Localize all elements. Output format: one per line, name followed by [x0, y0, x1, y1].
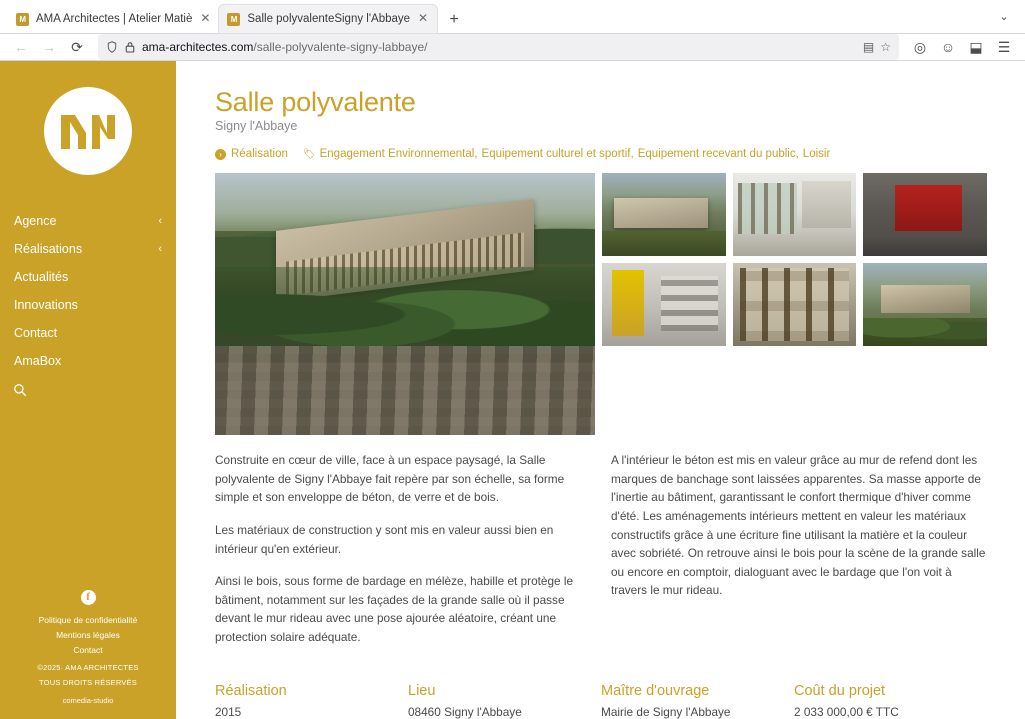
sidebar-item-actualites[interactable]	[0, 263, 176, 291]
fact-label: Coût du projet	[794, 682, 886, 699]
sidebar-item-contact[interactable]	[0, 319, 176, 347]
paragraph: Construite en cœur de ville, face à un espace paysagé, la Salle polyvalente de Signy l'Abbaye fait repère par son échelle, sa forme simple et son enveloppe de béton, de verre et de bois.	[215, 453, 565, 505]
tab-favicon: M	[16, 13, 29, 26]
footer-link-contact[interactable]: Contact	[73, 645, 103, 656]
page-subtitle: Signy l'Abbaye	[215, 119, 298, 133]
sidebar-item-label: Actualités	[14, 270, 69, 284]
sidebar-item-realisations[interactable]	[0, 235, 176, 263]
fact-label: Maître d'ouvrage	[601, 682, 710, 699]
hero-photo	[215, 173, 595, 435]
tab-salle-polyvalente[interactable]	[219, 5, 437, 33]
chevron-down-icon[interactable]: ⌄	[999, 10, 1009, 23]
address-bar-actions	[863, 40, 891, 54]
tab-ama-architectes[interactable]	[8, 5, 219, 33]
tab-title: Salle polyvalenteSigny l'Abbaye	[247, 13, 411, 25]
screenshot-icon[interactable]: ◎	[913, 38, 927, 55]
address-bar[interactable]	[98, 34, 899, 60]
footer-studio-credit[interactable]: comedia-studio	[62, 696, 114, 705]
url-text	[142, 40, 427, 54]
gallery-thumb-6[interactable]	[863, 263, 987, 346]
reload-button[interactable]: ⟳	[71, 38, 83, 55]
back-button[interactable]: ←	[14, 39, 28, 55]
fact-maitre-douvrage	[601, 683, 794, 719]
project-facts	[215, 683, 987, 719]
page-viewport	[0, 61, 1025, 719]
fact-realisation	[215, 683, 408, 719]
gallery-hero-image[interactable]	[215, 173, 595, 435]
thumb-photo	[602, 173, 726, 256]
sidebar-item-label: Contact	[14, 326, 58, 340]
fact-value: 2 033 000,00 € TTC	[794, 704, 899, 719]
tag-icon: 🏷	[302, 148, 316, 160]
fact-label: Lieu	[408, 682, 436, 699]
url-path: /salle-polyvalente-signy-labbaye/	[253, 40, 428, 54]
reader-mode-icon[interactable]: ▤	[862, 40, 875, 54]
footer-copyright-line-1: ©2025· AMA ARCHITECTES	[37, 662, 139, 672]
new-tab-button[interactable]: +	[449, 11, 459, 28]
bookmark-star-icon[interactable]: ☆	[880, 40, 891, 54]
site-sidebar	[0, 61, 176, 719]
fact-value: Mairie de Signy l'Abbaye	[601, 704, 731, 719]
footer-link-legal[interactable]: Mentions légales	[56, 630, 120, 641]
sidebar-item-label: AmaBox	[14, 354, 62, 368]
sidebar-item-label: Agence	[14, 214, 57, 228]
toolbar-actions	[907, 34, 1017, 60]
extensions-icon[interactable]: ⬓	[969, 38, 983, 55]
project-meta	[215, 148, 987, 160]
tab-strip-actions	[991, 3, 1017, 33]
description-column-right	[611, 451, 987, 661]
meta-separator: ,	[474, 148, 478, 160]
description-columns	[215, 451, 987, 661]
facebook-icon[interactable]: f	[81, 590, 96, 605]
account-icon[interactable]: ☺	[940, 39, 956, 55]
thumb-photo	[733, 263, 857, 346]
logo-container[interactable]	[0, 61, 176, 201]
fact-lieu	[408, 683, 601, 719]
fact-value: 2015	[215, 704, 242, 719]
close-icon[interactable]: ✕	[418, 11, 429, 25]
meta-separator: ,	[795, 148, 799, 160]
fact-value: 08460 Signy l'Abbaye	[408, 704, 522, 719]
tab-favicon: M	[227, 13, 240, 26]
navigation-toolbar	[0, 34, 1025, 61]
menu-icon[interactable]: ☰	[997, 38, 1011, 55]
chevron-left-icon: ‹	[158, 215, 162, 227]
gallery-thumb-1[interactable]	[602, 173, 726, 256]
paragraph: Les matériaux de construction y sont mis en valeur aussi bien en intérieur qu'en extérieur.	[215, 522, 554, 556]
url-host: ama-architectes.com	[142, 40, 254, 54]
sidebar-item-amabox[interactable]	[0, 347, 176, 375]
ama-logo-icon[interactable]	[44, 87, 132, 175]
footer-link-privacy[interactable]: Politique de confidentialité	[38, 614, 138, 625]
sidebar-nav	[0, 207, 176, 407]
lock-icon	[125, 41, 135, 53]
tab-strip	[0, 0, 1025, 34]
paragraph: Ainsi le bois, sous forme de bardage en mélèze, habille et protège le bâtiment, notamment sur les façades de la grande salle où il passe devant le mur rideau avec une pose ajourée aléatoire, créant une protection solaire adéquate.	[215, 574, 574, 644]
sidebar-item-label: Réalisations	[14, 242, 83, 256]
project-gallery	[215, 173, 987, 435]
chevron-left-icon: ‹	[158, 243, 162, 255]
sidebar-item-agence[interactable]	[0, 207, 176, 235]
tab-title: AMA Architectes | Atelier Matiè	[36, 13, 193, 25]
thumb-photo	[733, 173, 857, 256]
thumb-photo	[863, 173, 987, 256]
meta-separator: ,	[630, 148, 634, 160]
forward-button[interactable]: →	[42, 39, 56, 55]
fact-cout-du-projet	[794, 683, 987, 719]
gallery-thumb-3[interactable]	[863, 173, 987, 256]
paragraph: A l'intérieur le béton est mis en valeur grâce au mur de refend dont les marques de banchage sont laissées apparentes. Sa masse apporte de l'inertie au bâtiment, garantissant le confort thermique d'hiver comme d'été. Les aménagements intérieurs mettent en valeur les matériaux constructifs grâce à une écriture fine utilisant la matière et la couleur avec sobriété. On retrouve ainsi le bois pour la scène de la grande salle ou encore en comptoir, dialoguant avec le bardage que l'on voit à travers le mur rideau.	[611, 453, 986, 598]
thumb-photo	[863, 263, 987, 346]
search-icon[interactable]	[0, 375, 176, 407]
meta-tag-engagement-environnemental[interactable]: Engagement Environnemental	[319, 148, 475, 160]
meta-tag-equipement-recevant-public[interactable]: Equipement recevant du public	[637, 148, 796, 160]
fact-label: Réalisation	[215, 682, 287, 699]
footer-copyright-line-2: TOUS DROITS RÉSERVÉS	[39, 677, 137, 687]
gallery-thumbnails	[602, 173, 987, 435]
shield-icon[interactable]	[106, 41, 118, 53]
sidebar-footer	[0, 590, 176, 719]
gallery-thumb-5[interactable]	[733, 263, 857, 346]
photo-stone-wall	[215, 346, 595, 435]
sidebar-item-label: Innovations	[14, 298, 78, 312]
gallery-thumb-4[interactable]	[602, 263, 726, 346]
gallery-thumb-2[interactable]	[733, 173, 857, 256]
sidebar-item-innovations[interactable]	[0, 291, 176, 319]
chevron-right-icon: ›	[215, 149, 226, 160]
meta-tag-loisir[interactable]: Loisir	[802, 148, 831, 160]
page-title: Salle polyvalente	[215, 87, 416, 117]
meta-category[interactable]: Réalisation	[231, 148, 288, 160]
thumb-photo	[602, 263, 726, 346]
close-icon[interactable]: ✕	[200, 11, 211, 25]
main-content	[176, 61, 1025, 719]
description-column-left	[215, 451, 595, 661]
meta-tag-equipement-culturel-sportif[interactable]: Equipement culturel et sportif	[481, 148, 631, 160]
